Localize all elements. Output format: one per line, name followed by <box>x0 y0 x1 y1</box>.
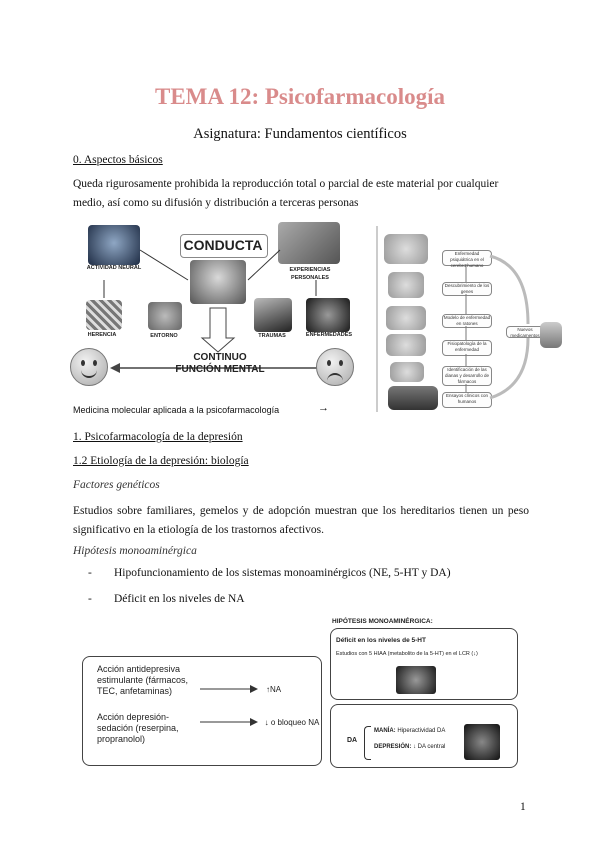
page-subtitle: Asignatura: Fundamentos científicos <box>193 126 407 142</box>
flow-side-box: Nuevos medicamentos <box>506 326 544 338</box>
bullet-item: - Déficit en los niveles de NA <box>88 593 245 605</box>
bullet-item: - Hipofuncionamiento de los sistemas monoaminérgicos (NE, 5-HT y DA) <box>88 567 451 579</box>
mania-label: MANÍA: <box>374 728 396 734</box>
dopamine-brace <box>364 726 371 760</box>
depressive-action-text: Acción depresión-sedación (reserpina, propranolol) <box>97 712 179 744</box>
conducta-label: CONDUCTA <box>183 237 263 253</box>
traumas-label: TRAUMAS <box>258 333 286 339</box>
flow-step-5: Identificación de las dianas y desarrollo de fármacos <box>442 366 492 386</box>
entorno-label: ENTORNO <box>150 333 178 339</box>
hypothesis-heading: HIPÓTESIS MONOAMINÉRGICA: <box>332 618 433 625</box>
flow-step-6: Ensayos clínicos con humanos <box>442 392 492 408</box>
notice-paragraph: Queda rigurosamente prohibida la reproducción total o parcial de este material por cualquier medio, así como su difusión y distribución a terceras personas <box>73 178 499 209</box>
mania-text: Hiperactividad DA <box>397 728 446 734</box>
dopamine-image <box>464 724 500 760</box>
flow-step-4: Fisiopatología de la enfermedad <box>442 340 492 356</box>
sad-face-icon <box>316 348 354 386</box>
behavior-collage <box>70 220 370 390</box>
flow-step-2: Descubrimiento de los genes <box>442 282 492 296</box>
mania-line <box>374 728 445 734</box>
hiaa-studies-text: Estudios con 5 HIAA (metabolito de la 5-HT) en el LCR (↓) <box>336 651 478 657</box>
section-heading-1-2: 1.2 Etiología de la depresión: biología <box>73 455 249 467</box>
depresion-label: DEPRESIÓN: <box>374 744 412 750</box>
section-heading-0: 0. Aspectos básicos <box>73 154 163 166</box>
bullet-text: Déficit en los niveles de NA <box>114 593 245 605</box>
brain-scan-image <box>396 666 436 694</box>
flow-step-1: Enfermedad psiquiátrica en el cerebro humano <box>442 250 492 266</box>
flow-step-3: Modelo de enfermedad en ratones <box>443 315 491 326</box>
herencia-label: HERENCIA <box>87 332 117 338</box>
factores-heading: Factores genéticos <box>73 479 160 491</box>
antidepressant-action-text: Acción antidepresiva estimulante (fármacos, TEC, anfetaminas) <box>97 664 189 696</box>
page-number: 1 <box>520 801 526 813</box>
bullet-text: Hipofuncionamiento de los sistemas monoaminérgicos (NE, 5-HT y DA) <box>114 567 451 579</box>
diagram-arrows <box>198 682 260 730</box>
experiencias-label: EXPERIENCIAS PERSONALES <box>289 267 331 281</box>
depresion-text: ↓ DA central <box>413 744 446 750</box>
page-title: TEMA 12: Psicofarmacología <box>154 84 445 109</box>
pill-bottle-icon <box>540 322 562 348</box>
actividad-label: ACTIVIDAD NEURAL <box>86 265 142 271</box>
hipotesis-heading: Hipótesis monoaminérgica <box>73 545 197 557</box>
decrease-na-label: ↓ o bloqueo NA <box>264 718 320 727</box>
molecular-medicine-flow <box>376 226 564 412</box>
happy-face-icon <box>70 348 108 386</box>
factores-paragraph: Estudios sobre familiares, gemelos y de adopción muestran que los hereditarios tienen un peso significativo en la etiología de los trastornos afectivos. <box>73 505 529 536</box>
flow-arrows <box>378 226 564 412</box>
caption-text: Medicina molecular aplicada a la psicofarmacología <box>73 405 280 415</box>
funcion-mental-label: FUNCIÓN MENTAL <box>175 364 265 375</box>
continuo-label: CONTINUO <box>193 352 247 363</box>
dopamine-label: DA <box>347 737 358 744</box>
caption-arrow: → <box>318 402 329 414</box>
enfermedades-label: ENFERMEDADES <box>305 332 353 338</box>
section-heading-1: 1. Psicofarmacología de la depresión <box>73 431 243 443</box>
depresion-line <box>374 744 445 750</box>
serotonin-deficit-text: Déficit en los niveles de 5-HT <box>336 637 426 644</box>
increase-na-label: ↑NA <box>266 685 282 694</box>
